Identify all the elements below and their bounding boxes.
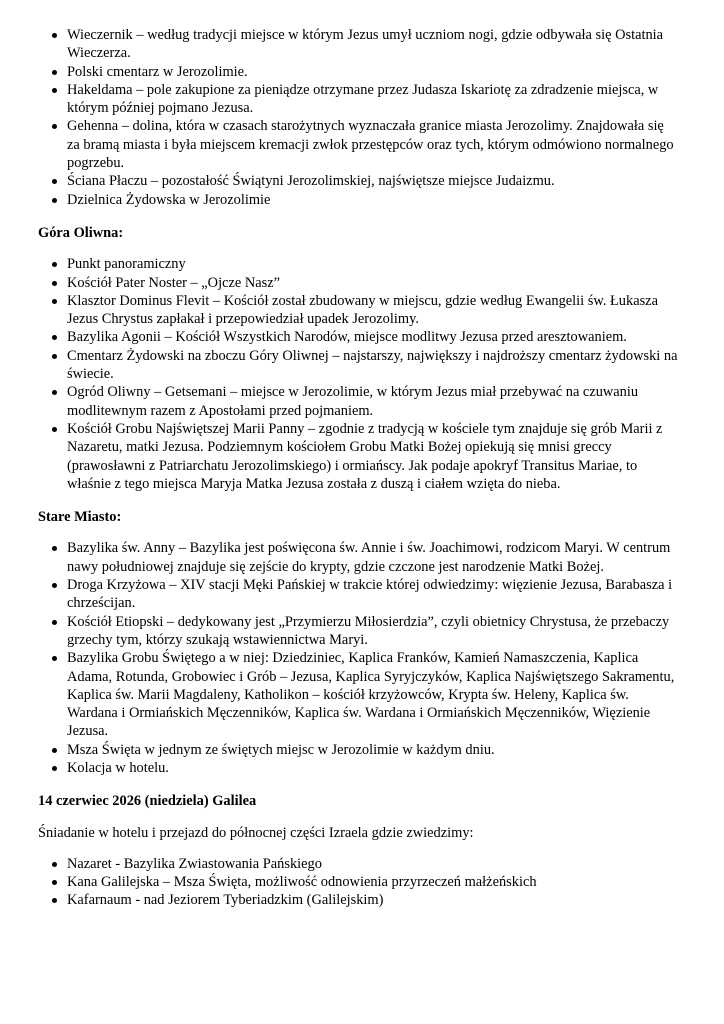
- spacer: [38, 526, 680, 539]
- spacer: [38, 209, 680, 224]
- list-item: Kościół Grobu Najświętszej Marii Panny – zgodnie z tradycją w kościele tym znajduje się grób Marii z Nazaretu, matki Jezusa. Podziemnym kościołem Grobu Matki Bożej opiekują się mnisi greccy (prawosławni z Patriarchatu Jerozolimskiego) i ormiańscy. Jak podaje apokryf Transitus Mariae, to właśnie z tego miejsca Maryja Matka Jezusa została z duszą i ciałem wzięta do nieba.: [38, 420, 680, 493]
- section-heading-stare-miasto: Stare Miasto:: [38, 509, 122, 526]
- jerusalem-sites-list: [38, 26, 680, 209]
- spacer: [38, 842, 680, 855]
- list-item: Kościół Etiopski – dedykowany jest „Przymierzu Miłosierdzia”, czyli obietnicy Chrystusa, że przebaczy grzechy tym, którzy szukają wstawiennictwa Maryi.: [38, 613, 680, 650]
- list-item: Nazaret - Bazylika Zwiastowania Pańskiego: [38, 855, 680, 873]
- list-item: Msza Święta w jednym ze świętych miejsc w Jerozolimie w każdym dniu.: [38, 741, 680, 759]
- list-item: Bazylika św. Anny – Bazylika jest poświęcona św. Annie i św. Joachimowi, rodzicom Maryi. W centrum nawy południowej znajduje się zejście do krypty, gdzie czczone jest narodzenie Matki Bożej.: [38, 539, 680, 576]
- stare-miasto-list: [38, 539, 680, 777]
- list-item: Dzielnica Żydowska w Jerozolimie: [38, 191, 680, 209]
- list-item: Cmentarz Żydowski na zboczu Góry Oliwnej – najstarszy, największy i najdroższy cmentarz żydowski na świecie.: [38, 347, 680, 384]
- spacer: [38, 777, 680, 792]
- list-item: Kolacja w hotelu.: [38, 759, 680, 777]
- intro-paragraph: Śniadanie w hotelu i przejazd do północnej części Izraela gdzie zwiedzimy:: [38, 824, 474, 841]
- galilea-list: [38, 855, 680, 910]
- list-item: Polski cmentarz w Jerozolimie.: [38, 63, 680, 81]
- spacer: [38, 493, 680, 508]
- spacer: [38, 242, 680, 255]
- spacer: [38, 811, 680, 824]
- list-item: Kafarnaum - nad Jeziorem Tyberiadzkim (Galilejskim): [38, 891, 680, 909]
- gora-oliwna-list: [38, 255, 680, 493]
- list-item: Punkt panoramiczny: [38, 255, 680, 273]
- list-item: Droga Krzyżowa – XIV stacji Męki Pańskiej w trakcie której odwiedzimy: więzienie Jezusa, Barabasza i chrześcijan.: [38, 576, 680, 613]
- list-item: Klasztor Dominus Flevit – Kościół został zbudowany w miejscu, gdzie według Ewangelii św. Łukasza Jezus Chrystus zapłakał i przepowiedział upadek Jerozolimy.: [38, 292, 680, 329]
- list-item: Kana Galilejska – Msza Święta, możliwość odnowienia przyrzeczeń małżeńskich: [38, 873, 680, 891]
- list-item: Gehenna – dolina, która w czasach starożytnych wyznaczała granice miasta Jerozolimy. Znajdowała się za bramą miasta i była miejscem kremacji zwłok przestępców oraz tych, którym odmówiono normalnego pogrzebu.: [38, 117, 680, 172]
- section-heading-gora-oliwna: Góra Oliwna:: [38, 224, 124, 241]
- list-item: Bazylika Grobu Świętego a w niej: Dziedziniec, Kaplica Franków, Kamień Namaszczenia, Kaplica Adama, Rotunda, Grobowiec i Grób – Jezusa, Kaplica Syryjczyków, Kaplica Najświętszego Sakramentu, Kaplica św. Marii Magdaleny, Katholikon – kościół krzyżowców, Krypta św. Heleny, Kaplica św. Wardana i Ormiańskich Męczenników, Kaplica św. Wardana i Ormiańskich Męczenników, Więzienie Jezusa.: [38, 649, 680, 740]
- section-heading-dzien-14-czerwca: 14 czerwiec 2026 (niedziela) Galilea: [38, 793, 257, 810]
- list-item: Hakeldama – pole zakupione za pieniądze otrzymane przez Judasza Iskariotę za zdradzenie miejsca, w którym później pojmano Jezusa.: [38, 81, 680, 118]
- list-item: Bazylika Agonii – Kościół Wszystkich Narodów, miejsce modlitwy Jezusa przed aresztowaniem.: [38, 328, 680, 346]
- list-item: Kościół Pater Noster – „Ojcze Nasz”: [38, 274, 680, 292]
- list-item: Ogród Oliwny – Getsemani – miejsce w Jerozolimie, w którym Jezus miał przebywać na czuwaniu modlitewnym razem z Apostołami przed pojmaniem.: [38, 383, 680, 420]
- list-item: Ściana Płaczu – pozostałość Świątyni Jerozolimskiej, najświętsze miejsce Judaizmu.: [38, 172, 680, 190]
- list-item: Wieczernik – według tradycji miejsce w którym Jezus umył uczniom nogi, gdzie odbywała się Ostatnia Wieczerza.: [38, 26, 680, 63]
